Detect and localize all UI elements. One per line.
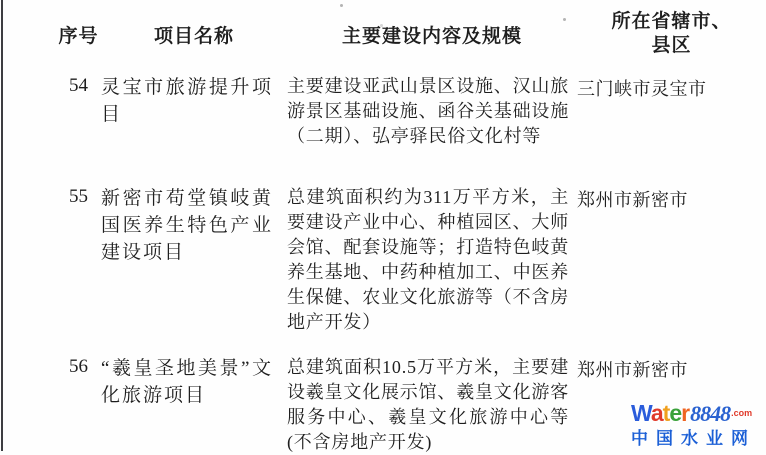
brand-letter: a	[650, 400, 663, 426]
table-header-row	[0, 10, 766, 58]
cell-location: 三门峡市灵宝市	[577, 79, 707, 99]
watermark-tld: .com	[731, 408, 753, 418]
cell-location: 郑州市新密市	[577, 360, 688, 380]
brand-letter: r	[681, 400, 690, 426]
cell-serial: 54	[69, 75, 88, 96]
cell-project-name: 新密市苟堂镇岐黄国医养生特色产业建设项目	[101, 188, 273, 263]
column-header-content-scale: 主要建设内容及规模	[341, 25, 522, 47]
brand-letter: t	[662, 400, 670, 426]
cell-location: 郑州市新密市	[577, 190, 688, 210]
watermark-brand-line	[631, 401, 761, 427]
column-header-project-name: 项目名称	[153, 25, 234, 47]
column-header-location	[577, 10, 766, 58]
watermark-number: 8848	[690, 401, 731, 426]
brand-letter: W	[631, 400, 651, 426]
projects-table	[0, 10, 766, 455]
cell-content-scale: 总建筑面积约为311万平方米，主要建设产业中心、种植园区、大师会馆、配套设施等；打造特色岐黄养生基地、中药种植加工、中医养生保健、农业文化旅游等（不含房地产开发）	[287, 187, 569, 332]
column-header-location-text: 所在省辖市、县区	[611, 11, 732, 56]
brand-letter: e	[669, 400, 682, 426]
table-row	[0, 74, 766, 149]
cell-serial: 55	[69, 186, 88, 207]
cell-project-name: 灵宝市旅游提升项目	[101, 77, 273, 125]
cell-content-scale: 主要建设亚武山景区设施、汉山旅游景区基础设施、函谷关基础设施（二期）、弘亭驿民俗文化村等	[287, 76, 569, 146]
scan-speck	[340, 4, 343, 7]
cell-project-name: “羲皇圣地美景”文化旅游项目	[101, 358, 273, 406]
cell-serial: 56	[69, 356, 88, 377]
watermark-site-name: 中国水业网	[631, 429, 756, 448]
watermark	[631, 401, 761, 450]
watermark-brand-word	[631, 401, 689, 425]
cell-content-scale: 总建筑面积10.5万平方米，主要建设羲皇文化展示馆、羲皇文化游客服务中心、羲皇文化旅游中心等(不含房地产开发)	[287, 357, 569, 452]
table-row	[0, 185, 766, 335]
column-header-serial: 序号	[58, 25, 99, 47]
